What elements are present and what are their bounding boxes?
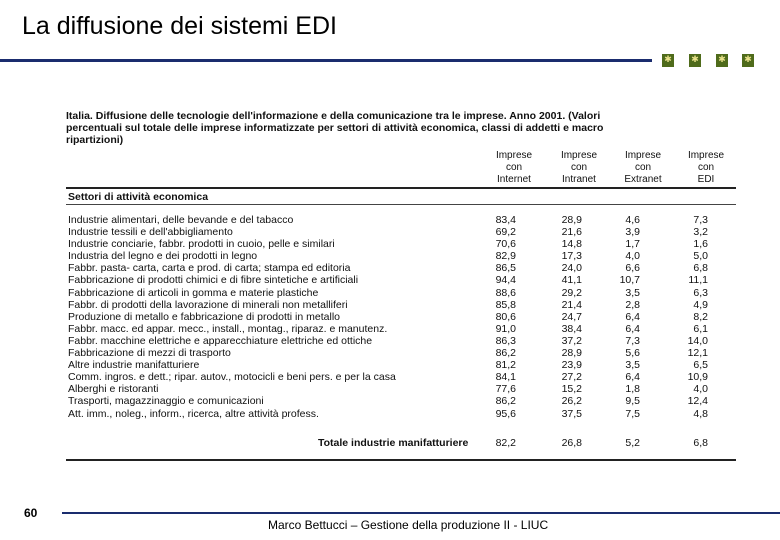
page-number: 60 [24, 506, 38, 520]
cell-extranet: 3,5 [625, 359, 640, 372]
table-rule-top [66, 187, 736, 189]
cell-edi: 6,3 [693, 286, 708, 299]
section-header: Settori di attività economica [68, 191, 209, 203]
row-label: Fabbr. macc. ed appar. mecc., install., montag., riparaz. e manutenz. [68, 322, 388, 335]
star-icon: ✱ [742, 54, 754, 67]
cell-edi: 4,9 [693, 298, 708, 311]
cell-internet: 95,6 [495, 407, 516, 420]
table-row [66, 226, 736, 238]
cell-internet: 86,2 [495, 395, 516, 408]
cell-internet: 94,4 [495, 274, 516, 287]
cell-intranet: 23,9 [561, 359, 582, 372]
cell-edi: 7,3 [693, 214, 708, 226]
table-caption: Italia. Diffusione delle tecnologie dell'informazione e della comunicazione tra le imprese. Anno 2001. (Valori percentuali sul totale delle imprese informatizzate per settori di attività economica, classi di addetti e macro ripartizioni) [66, 110, 604, 146]
table-row [66, 311, 736, 323]
cell-extranet: 7,3 [625, 334, 640, 347]
cell-edi: 6,1 [693, 322, 708, 335]
cell-edi: 4,0 [693, 383, 708, 396]
cell-extranet: 6,4 [625, 371, 640, 384]
cell-extranet: 3,5 [625, 286, 640, 299]
row-label: Trasporti, magazzinaggio e comunicazioni [68, 395, 264, 408]
table-row [66, 299, 736, 311]
cell-internet: 80,6 [495, 310, 516, 323]
cell-internet: 86,5 [495, 262, 516, 275]
total-value-intranet: 26,8 [561, 437, 582, 449]
table-row [66, 383, 736, 395]
cell-intranet: 37,5 [561, 407, 582, 420]
table-row [66, 347, 736, 359]
star-icon: ✱ [689, 54, 701, 67]
cell-edi: 6,5 [693, 359, 708, 372]
row-label: Fabbr. pasta- carta, carta e prod. di carta; stampa ed editoria [68, 262, 351, 275]
cell-intranet: 27,2 [561, 371, 582, 384]
star-icon: ✱ [716, 54, 728, 67]
cell-extranet: 6,4 [625, 310, 640, 323]
table-row [66, 214, 736, 226]
cell-edi: 4,8 [693, 407, 708, 420]
table-rule-bottom [66, 459, 736, 461]
row-label: Fabbr. macchine elettriche e apparecchiature elettriche ed ottiche [68, 334, 373, 347]
cell-internet: 83,4 [495, 214, 516, 226]
cell-intranet: 14,8 [561, 238, 582, 251]
footer-rule [62, 512, 780, 514]
cell-intranet: 24,0 [561, 262, 582, 275]
cell-extranet: 4,6 [625, 214, 640, 226]
row-label: Industria del legno e dei prodotti in legno [68, 250, 258, 263]
row-label: Comm. ingros. e dett.; ripar. autov., motocicli e beni pers. e per la casa [68, 371, 396, 384]
cell-internet: 69,2 [495, 226, 516, 239]
column-header-extranet: Imprese con Extranet [624, 150, 662, 185]
cell-extranet: 10,7 [619, 274, 640, 287]
footer-text: Marco Bettucci – Gestione della produzione II - LIUC [268, 518, 549, 532]
cell-extranet: 3,9 [625, 226, 640, 239]
table-body [66, 214, 736, 420]
cell-edi: 10,9 [687, 371, 708, 384]
row-label: Fabbricazione di prodotti chimici e di fibre sintetiche e artificiali [68, 274, 359, 287]
cell-intranet: 15,2 [561, 383, 582, 396]
row-label: Fabbricazione di mezzi di trasporto [68, 347, 231, 360]
cell-edi: 8,2 [693, 310, 708, 323]
cell-internet: 86,3 [495, 334, 516, 347]
table-row [66, 371, 736, 383]
cell-extranet: 4,0 [625, 250, 640, 263]
table-row [66, 262, 736, 274]
cell-internet: 82,9 [495, 250, 516, 263]
cell-internet: 91,0 [495, 322, 516, 335]
cell-intranet: 28,9 [561, 347, 582, 360]
cell-edi: 14,0 [687, 334, 708, 347]
cell-extranet: 1,7 [625, 238, 640, 251]
row-label: Att. imm., noleg., inform., ricerca, altre attività profess. [68, 407, 319, 420]
cell-intranet: 21,4 [561, 298, 582, 311]
row-label: Produzione di metallo e fabbricazione di prodotti in metallo [68, 310, 340, 323]
table-row [66, 408, 736, 420]
row-label: Altre industrie manifatturiere [68, 359, 200, 372]
row-label: Fabbr. di prodotti della lavorazione di minerali non metalliferi [68, 298, 348, 311]
table-row [66, 395, 736, 407]
row-label: Fabbricazione di articoli in gomma e materie plastiche [68, 286, 319, 299]
total-value-edi: 6,8 [693, 437, 708, 449]
total-row [66, 436, 736, 450]
total-label: Totale industrie manifatturiere [318, 437, 469, 449]
cell-intranet: 29,2 [561, 286, 582, 299]
table-row [66, 274, 736, 286]
table-row [66, 250, 736, 262]
cell-extranet: 1,8 [625, 383, 640, 396]
row-label: Industrie alimentari, delle bevande e del tabacco [68, 214, 294, 226]
table-row [66, 238, 736, 250]
star-icon: ✱ [662, 54, 674, 67]
cell-internet: 85,8 [495, 298, 516, 311]
cell-intranet: 21,6 [561, 226, 582, 239]
cell-internet: 86,2 [495, 347, 516, 360]
total-value-internet: 82,2 [495, 437, 516, 449]
column-header-internet: Imprese con Internet [495, 150, 533, 185]
cell-edi: 11,1 [688, 274, 708, 287]
cell-extranet: 6,4 [625, 322, 640, 335]
cell-internet: 77,6 [495, 383, 516, 396]
cell-intranet: 17,3 [561, 250, 582, 263]
column-header-intranet: Imprese con Intranet [560, 150, 598, 185]
total-value-extranet: 5,2 [625, 437, 640, 449]
cell-extranet: 9,5 [625, 395, 640, 408]
title-rule [0, 59, 652, 62]
table-row [66, 335, 736, 347]
cell-intranet: 37,2 [561, 334, 582, 347]
cell-edi: 1,6 [693, 238, 708, 251]
cell-extranet: 7,5 [625, 407, 640, 420]
cell-intranet: 28,9 [561, 214, 582, 226]
cell-intranet: 38,4 [561, 322, 582, 335]
table-rule-section [66, 204, 736, 205]
column-header-edi: Imprese con EDI [687, 150, 725, 185]
cell-edi: 12,4 [687, 395, 708, 408]
cell-internet: 70,6 [495, 238, 516, 251]
cell-edi: 6,8 [693, 262, 708, 275]
cell-edi: 12,1 [687, 347, 708, 360]
cell-extranet: 5,6 [625, 347, 640, 360]
cell-edi: 3,2 [693, 226, 708, 239]
row-label: Industrie conciarie, fabbr. prodotti in cuoio, pelle e similari [68, 238, 335, 251]
row-label: Industrie tessili e dell'abbigliamento [68, 226, 233, 239]
cell-extranet: 6,6 [625, 262, 640, 275]
table-row [66, 359, 736, 371]
cell-edi: 5,0 [693, 250, 708, 263]
cell-intranet: 41,1 [561, 274, 582, 287]
table-row [66, 323, 736, 335]
cell-intranet: 26,2 [561, 395, 582, 408]
slide-title: La diffusione dei sistemi EDI [22, 12, 337, 40]
row-label: Alberghi e ristoranti [68, 383, 159, 396]
cell-internet: 84,1 [495, 371, 516, 384]
table-row [66, 287, 736, 299]
cell-extranet: 2,8 [625, 298, 640, 311]
cell-internet: 81,2 [495, 359, 516, 372]
cell-internet: 88,6 [495, 286, 516, 299]
cell-intranet: 24,7 [561, 310, 582, 323]
